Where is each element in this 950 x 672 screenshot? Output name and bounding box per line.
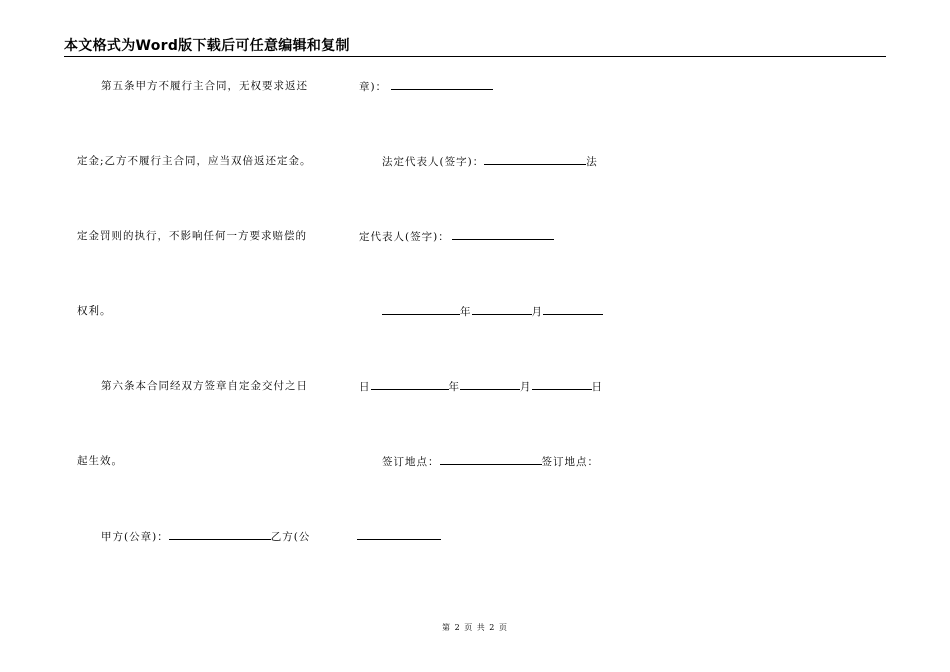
date-a-day-blank bbox=[543, 305, 603, 315]
document-header bbox=[64, 35, 886, 57]
page-number: 第 2 页 共 2 页 bbox=[442, 623, 508, 632]
signing-place-b-label: 签订地点： bbox=[541, 456, 599, 468]
date-a-month-blank bbox=[472, 305, 532, 315]
clause-6-line-2: 起生效。 bbox=[77, 455, 123, 467]
party-a-seal-label: 甲方(公章)： bbox=[101, 531, 169, 543]
legal-rep-b-label-start: 法 bbox=[586, 156, 598, 168]
date-b-year-blank bbox=[371, 380, 449, 390]
clause-5-line-4: 权利。 bbox=[77, 305, 112, 317]
date-a-month-label: 月 bbox=[531, 306, 543, 318]
signing-place-line bbox=[382, 455, 599, 468]
date-b-year-label: 年 bbox=[448, 381, 460, 393]
legal-rep-a-line bbox=[382, 155, 598, 168]
party-b-seal-line bbox=[359, 80, 493, 93]
date-b-month-label: 月 bbox=[520, 381, 532, 393]
date-a-line bbox=[382, 305, 603, 318]
legal-rep-a-blank bbox=[484, 155, 586, 165]
date-a-year-label: 年 bbox=[460, 306, 472, 318]
date-b-line bbox=[359, 380, 603, 393]
party-b-seal-label-cont: 章)： bbox=[359, 81, 388, 93]
header-title: 本文格式为Word版下载后可任意编辑和复制 bbox=[64, 38, 350, 54]
date-a-day-label: 日 bbox=[359, 381, 371, 393]
party-b-seal-blank bbox=[391, 80, 493, 90]
clause-5-line-2: 定金;乙方不履行主合同，应当双倍返还定金。 bbox=[77, 155, 312, 167]
signing-place-b-blank bbox=[357, 530, 441, 540]
date-b-day-blank bbox=[532, 380, 592, 390]
legal-rep-b-blank bbox=[452, 230, 554, 240]
signing-place-b-line bbox=[357, 530, 441, 543]
party-a-seal-blank bbox=[169, 530, 271, 540]
clause-5-line-3: 定金罚则的执行，不影响任何一方要求赔偿的 bbox=[77, 230, 307, 242]
date-b-day-label: 日 bbox=[591, 381, 603, 393]
legal-rep-b-line bbox=[359, 230, 554, 243]
date-a-year-blank bbox=[382, 305, 460, 315]
party-a-seal-line bbox=[101, 530, 310, 543]
signing-place-a-blank bbox=[440, 455, 542, 465]
clause-5-line-1: 第五条甲方不履行主合同，无权要求返还 bbox=[101, 80, 308, 92]
legal-rep-b-label: 定代表人(签字)： bbox=[359, 231, 450, 243]
date-b-month-blank bbox=[460, 380, 520, 390]
party-b-seal-label: 乙方(公 bbox=[270, 531, 311, 543]
clause-6-line-1: 第六条本合同经双方签章自定金交付之日 bbox=[101, 380, 308, 392]
signing-place-a-label: 签订地点： bbox=[382, 456, 440, 468]
legal-rep-a-label: 法定代表人(签字)： bbox=[382, 156, 485, 168]
